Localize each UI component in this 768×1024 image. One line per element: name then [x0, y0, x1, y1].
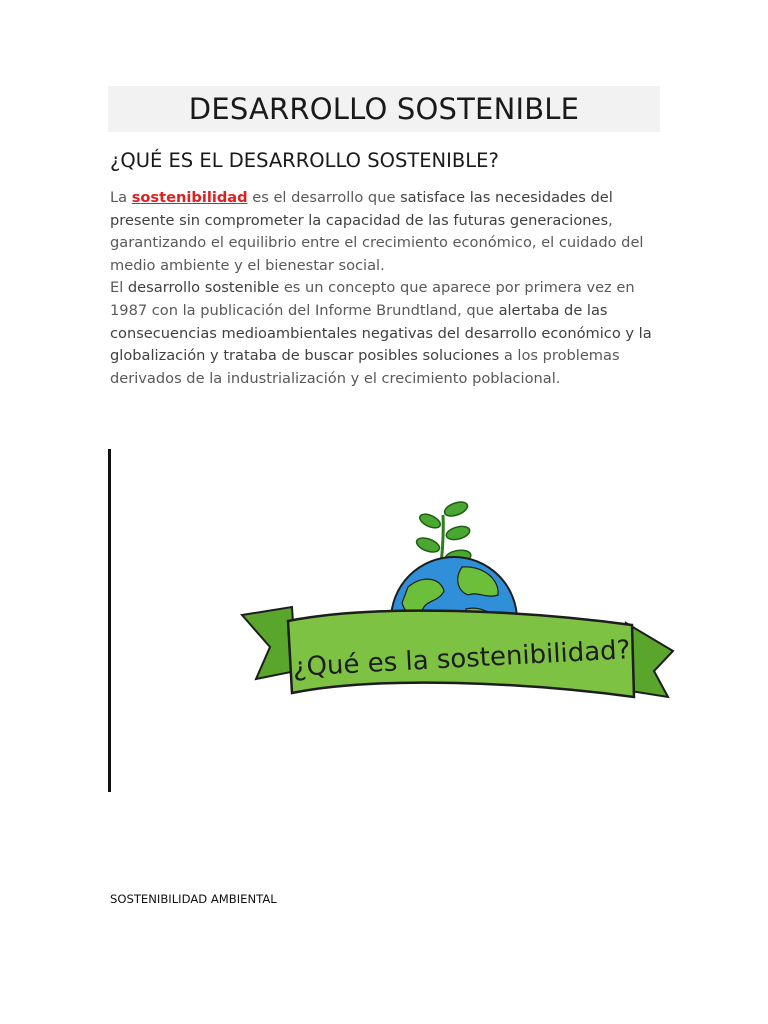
left-border-bar	[108, 449, 111, 792]
paragraph-2	[110, 279, 652, 386]
banner-text: ¿Qué es la sostenibilidad?	[292, 635, 632, 683]
text-run: El	[110, 279, 128, 297]
text-run: , garantizando el equilibrio entre el crecimiento económico, el cuidado del medio ambiente y el bienestar social.	[110, 211, 644, 274]
page-title: DESARROLLO SOSTENIBLE	[188, 92, 580, 126]
emphasis-run: satisface las necesidades del presente sin comprometer la capacidad de las futuras generaciones	[110, 189, 613, 229]
text-run: a los problemas derivados de la industrialización y el crecimiento poblacional.	[110, 347, 620, 387]
emphasis-run: alertaba de las consecuencias medioambientales negativas del desarrollo económico y la globalización y trataba de buscar posibles soluciones	[110, 301, 652, 365]
section-heading: ¿QUÉ ES EL DESARROLLO SOSTENIBLE?	[110, 149, 499, 172]
body-text	[110, 187, 670, 390]
sustainability-illustration	[230, 495, 685, 725]
text-run: es un concepto que aparece por primera vez en 1987 con la publicación del Informe Brundtland, que	[110, 279, 635, 319]
section-label: SOSTENIBILIDAD AMBIENTAL	[110, 892, 277, 906]
sostenibilidad-link[interactable]: sostenibilidad	[131, 189, 248, 206]
text-run: es el desarrollo que	[247, 189, 401, 206]
emphasis-run: desarrollo sostenible	[127, 279, 280, 297]
paragraph-1	[110, 189, 643, 274]
text-run: La	[110, 189, 132, 206]
title-band	[108, 86, 660, 132]
